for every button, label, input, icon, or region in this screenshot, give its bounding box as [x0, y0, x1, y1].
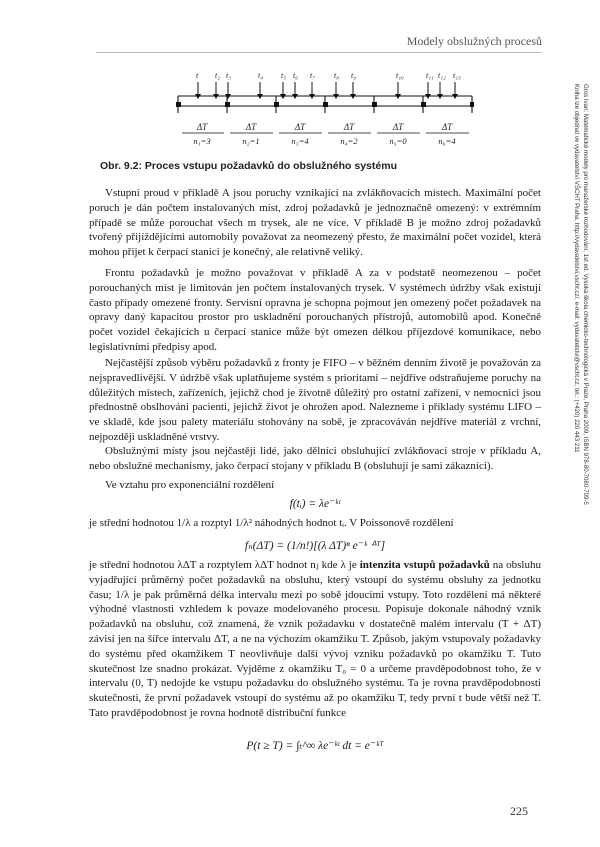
paragraph-text: je střední hodnotou λΔT a rozptylem λΔT hodnot nⱼ kde λ je [89, 559, 360, 571]
time-label: t [196, 71, 199, 80]
figure-svg [168, 66, 478, 156]
count-label: n₄=2 [340, 136, 358, 146]
interval-label: ΔT [392, 122, 404, 132]
arrival-process-figure [168, 66, 478, 156]
count-label: n₁=3 [193, 136, 211, 146]
header-rule [96, 52, 542, 53]
page-number: 225 [510, 804, 528, 818]
count-label: n₅=0 [389, 136, 407, 146]
time-label: t₈ [334, 71, 340, 80]
interval-label: ΔT [343, 122, 355, 132]
count-label: n₂=1 [242, 136, 260, 146]
interval-label: ΔT [441, 122, 453, 132]
time-label: t₁₃ [453, 71, 461, 80]
body-section [89, 558, 541, 721]
paragraph: Obslužnými místy jsou nejčastěji lidé, jako dělníci obsluhující zvlákňovací stroje v příkladu A, nebo obslužné mechanismy, jako čerpací stojany v příkladu B (obsluhují je sami zákazníci). [89, 445, 541, 472]
body-section [89, 516, 541, 531]
time-label: t₃ [226, 71, 232, 80]
paragraph: Nejčastější způsob výběru požadavků z fronty je FIFO – v běžném denním životě je považován za nejspravedlivější. V údržbě však uplatňujeme systém s prioritami – nejdříve odstraňujeme poruchy na důležitých místech, zařízeních, jejichž chod je životně důležitý pro ostatní zařízení, v nemocnici jsou přednostně obslhováni pacienti, jejichž život je ohrožen apod. Nalezneme i příklady systému LIFO – ve skladě, kde jsou palety materiálu stohovány na sobě, je zpracováván nejdříve materiál z vrchní, nejpozději uskladněné vrstvy. [89, 357, 541, 443]
side-note-text [572, 84, 590, 604]
time-label: t₅ [281, 71, 287, 80]
paragraph-text: na obsluhu vyjadřující průměrný počet požadavků na obsluhu, který vstoupí do systému obsluhy za jednotku času; 1/λ je pak průměrná délka intervalu mezi po sobě jdoucími vstupy. Toto rozdělení má některé výhodné vlastnosti vzhledem k povaze modelovaného procesu. Popisuje dokonale náhodný vznik požadavků na obsluhu, což znamená, že vznik požadavku v dostatečně malém intervalu (T + ΔT) závisí jen na šířce intervalu ΔT, a ne na výchozím okamžiku T. Způsob, jakým vstupovaly požadavky do systému před okamžikem T neovlivňuje další vývoj vzniku požadavků po okamžiku T. Tuto skutečnost lze snadno prokázat. Vyjděme z okamžiku T₀ = 0 a určeme pravděpodobnost toho, že v intervalu (0, T) nedojde ke vstupu požadavku do obslužného systému. Ta je rovna pravděpodobnosti skutečnosti, že první požadavek vstoupí do systému až po okamžiku T, tedy první t bude větší než T. Tato pravděpodobnost je rovna hodnotě distribuční funkce [89, 559, 541, 719]
paragraph: je střední hodnotou 1/λ a rozptyl 1/λ² náhodných hodnot tᵢ. V Poissonově rozdělení [89, 517, 454, 529]
paragraph: Vstupní proud v příkladě A jsou poruchy vznikající na zvlákňovacích místech. Maximální počet poruch je dán počtem instalovaných míst, zdroj požadavků je jednoznačně omezený: v extrémním případě se může porouchat všech m trysek, ale ne více. V příkladě B je možno zdroj požadavků tvořený přijíždějícími automobily považovat za neomezený přesto, že maximální počet vozidel, která mohou přijet k čerpací stanici je konečný, ale relativně veliký. [89, 187, 541, 259]
time-label: t₁₁ [426, 71, 434, 80]
time-label: t₂ [215, 71, 221, 80]
body-section [89, 444, 541, 474]
count-label: n₃=4 [291, 136, 309, 146]
equation-distribution: P(t ≥ T) = ∫ₜ^∞ λe⁻ᵏᵗ dt = e⁻ᵏᵀ [246, 740, 384, 752]
paragraph: Ve vztahu pro exponenciální rozdělení [105, 479, 275, 491]
time-label: t₁₂ [438, 71, 446, 80]
body-section [89, 478, 541, 493]
interval-label: ΔT [196, 122, 208, 132]
equation-poisson: fₙ(ΔT) = (1/n!)[(λ ΔT)ⁿ e⁻ᵏ ᐞᵀ] [244, 540, 386, 552]
equation-exponential: f(tᵢ) = λe⁻ᵏᵗ [289, 498, 341, 510]
paragraph [89, 558, 541, 721]
interval-label: ΔT [294, 122, 306, 132]
body-section [89, 186, 541, 260]
running-header: Modely obslužných procesů [406, 34, 542, 48]
emphasis-term: intenzita vstupů požadavků [359, 559, 490, 571]
time-label: t₆ [293, 71, 299, 80]
time-label: t₇ [310, 71, 316, 80]
time-label: t₉ [351, 71, 357, 80]
body-section [89, 356, 541, 445]
body-section [89, 266, 541, 355]
count-label: n₆=4 [438, 136, 456, 146]
paragraph: Frontu požadavků je možno považovat v příkladě A za v podstatě neomezenou – počet porouchaných míst je limitován jen počtem instalovaných trysek. V systémech údržby však existují často případy omezené fronty. Servisní opravna je schopna pojmout jen omezený počet požadavek na opravy daný kapacitou prostor pro uskladnění porouchaných přístrojů, automobilů apod. Konečně počet vozidel čekajících u čerpací stanice může být omezen délkou příjezdové komunikace, nebo legislativními předpisy apod. [89, 267, 541, 353]
time-label: t₁₀ [396, 71, 404, 80]
figure-caption: Obr. 9.2: Proces vstupu požadavků do obslužného systému [100, 160, 397, 172]
interval-label: ΔT [245, 122, 257, 132]
time-label: t₄ [258, 71, 264, 80]
side-copyright-note [566, 84, 590, 604]
side-note-line: Kniha lze objednat ve vydavatelství VŠCHT Praha, http://vydavatelstvi.vscht.cz/, e-mail: vydavatelstvi@vscht.cz, tel.: (+420) 220 443 211 [573, 84, 580, 453]
side-note-line: Gros Ivan: Matematické modely pro manažerské rozhodování, 1st ed. Vysoká škola chemicko-technologická v Praze, Praha 2009, ISBN 978-80-7080-709-5 [582, 84, 589, 505]
